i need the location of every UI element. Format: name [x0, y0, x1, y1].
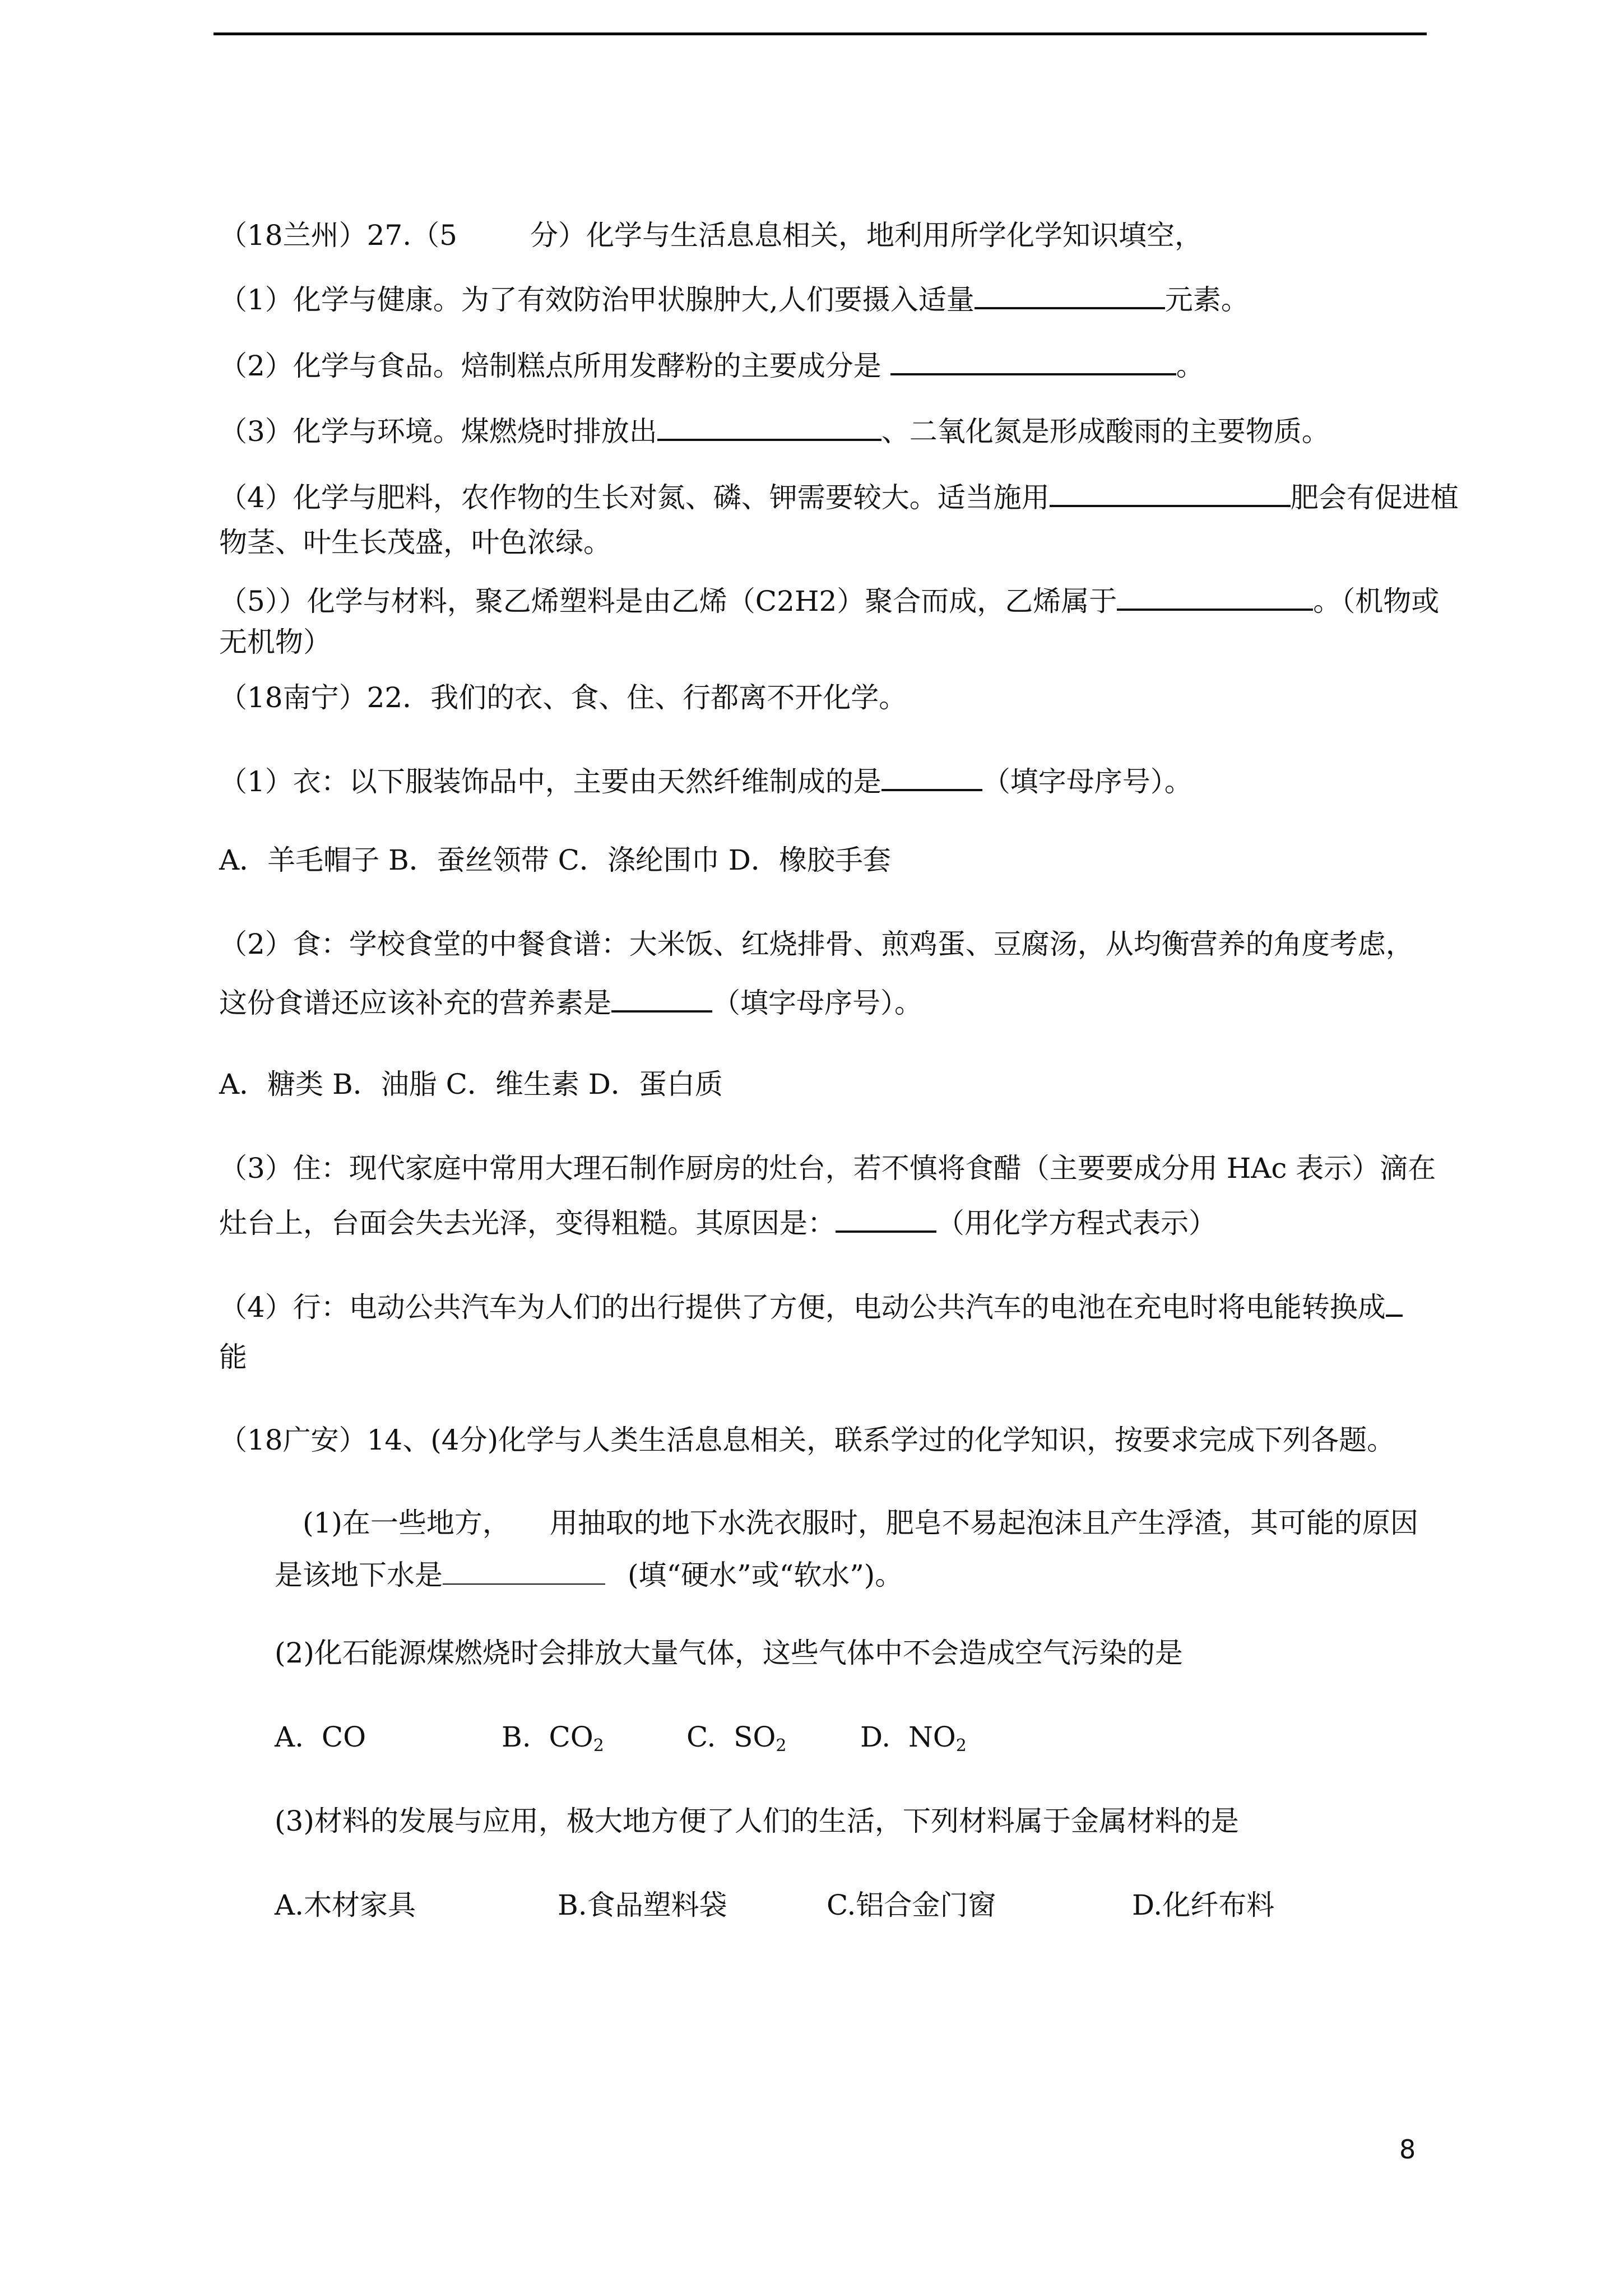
q14-material-option-b: B.食品塑料袋 — [558, 1889, 727, 1921]
q14-line-1: (1)在一些地方， 用抽取的地下水洗衣服时，肥皂不易起泡沫且产生浮渣，其可能的原因 — [303, 1507, 1418, 1539]
q22-line-2-cont: 这份食谱还应该补充的营养素是 （填字母序号）。 — [219, 983, 922, 1020]
q14-material-option-c: C.铝合金门窗 — [827, 1889, 996, 1921]
q14-option-c: C. $SO_2$ — [686, 1721, 787, 1756]
q22-line-2: （2）食：学校食堂的中餐食谱：大米饭、红烧排骨、煎鸡蛋、豆腐汤，从均衡营养的角度考虑， — [219, 928, 1414, 960]
q22-line-4-cont: 能 — [219, 1341, 247, 1373]
q22-line-3-cont: 灶台上，台面会失去光泽，变得粗糙。其原因是： （用化学方程式表示） — [219, 1204, 1217, 1240]
q27-line-3: （3）化学与环境。煤燃烧时排放出 、二氧化氮是形成酸雨的主要物质。 — [219, 412, 1330, 448]
q14-line-1-cont: 是该地下水是 (填“硬水”或“软水”)。 — [275, 1557, 903, 1592]
answer-blank[interactable] — [611, 983, 712, 1013]
answer-blank[interactable] — [890, 346, 1176, 375]
q14-material-option-a: A.木材家具 — [275, 1889, 416, 1921]
q14-line-2: (2)化石能源煤燃烧时会排放大量气体，这些气体中不会造成空气污染的是 — [275, 1637, 1183, 1669]
q27-line-5: （5））化学与材料，聚乙烯塑料是由乙烯（C2H2）聚合而成，乙烯属于 。（机物或 — [219, 582, 1439, 618]
q27-line-4: （4）化学与肥料，农作物的生长对氮、磷、钾需要较大。适当施用 肥会有促进植 — [219, 478, 1459, 514]
page-number: 8 — [1399, 2134, 1416, 2165]
answer-blank[interactable] — [1050, 478, 1291, 507]
q22-line-1-options: A．羊毛帽子 B．蚕丝领带 C．涤纶围巾 D．橡胶手套 — [219, 844, 891, 876]
q14-material-option-d: D.化纤布料 — [1132, 1889, 1275, 1921]
q27-line-1: （1）化学与健康。为了有效防治甲状腺肿大,人们要摄入适量 元素。 — [219, 280, 1249, 317]
q14-option-d: D. $NO_2$ — [860, 1721, 967, 1756]
answer-blank[interactable] — [657, 412, 881, 441]
answer-blank[interactable] — [836, 1204, 936, 1233]
q27-line-5-cont: 无机物） — [219, 626, 331, 658]
q14-intro: （18广安）14、(4分)化学与人类生活息息相关，联系学过的化学知识，按要求完成下列各题。 — [219, 1424, 1395, 1456]
answer-blank[interactable] — [881, 762, 982, 791]
q22-intro: （18南宁）22．我们的衣、食、住、行都离不开化学。 — [219, 681, 907, 714]
q27-line-4-cont: 物茎、叶生长茂盛，叶色浓绿。 — [219, 526, 611, 559]
answer-blank[interactable] — [443, 1557, 605, 1585]
q22-line-3: （3）住：现代家庭中常用大理石制作厨房的灶台，若不慎将食醋（主要要成分用 HAc 表示）滴在 — [219, 1152, 1436, 1185]
answer-blank[interactable] — [1117, 582, 1313, 611]
q14-line-3: (3)材料的发展与应用，极大地方便了人们的生活，下列材料属于金属材料的是 — [275, 1805, 1239, 1837]
q22-line-2-options: A．糖类 B．油脂 C．维生素 D．蛋白质 — [219, 1068, 723, 1100]
q14-option-a: A. CO — [275, 1721, 366, 1753]
q27-intro: （18兰州）27.（5 分）化学与生活息息相关，地利用所学化学知识填空， — [219, 219, 1203, 252]
q14-option-b: B. $CO_2$ — [502, 1721, 604, 1756]
answer-blank[interactable] — [1386, 1288, 1403, 1317]
header-rule — [214, 32, 1427, 35]
answer-blank[interactable] — [975, 280, 1165, 309]
q22-line-4: （4）行：电动公共汽车为人们的出行提供了方便，电动公共汽车的电池在充电时将电能转换成 — [219, 1288, 1403, 1324]
q22-line-1: （1）衣：以下服装饰品中，主要由天然纤维制成的是 （填字母序号）。 — [219, 762, 1193, 798]
q27-line-2: （2）化学与食品。焙制糕点所用发酵粉的主要成分是 。 — [219, 346, 1204, 383]
